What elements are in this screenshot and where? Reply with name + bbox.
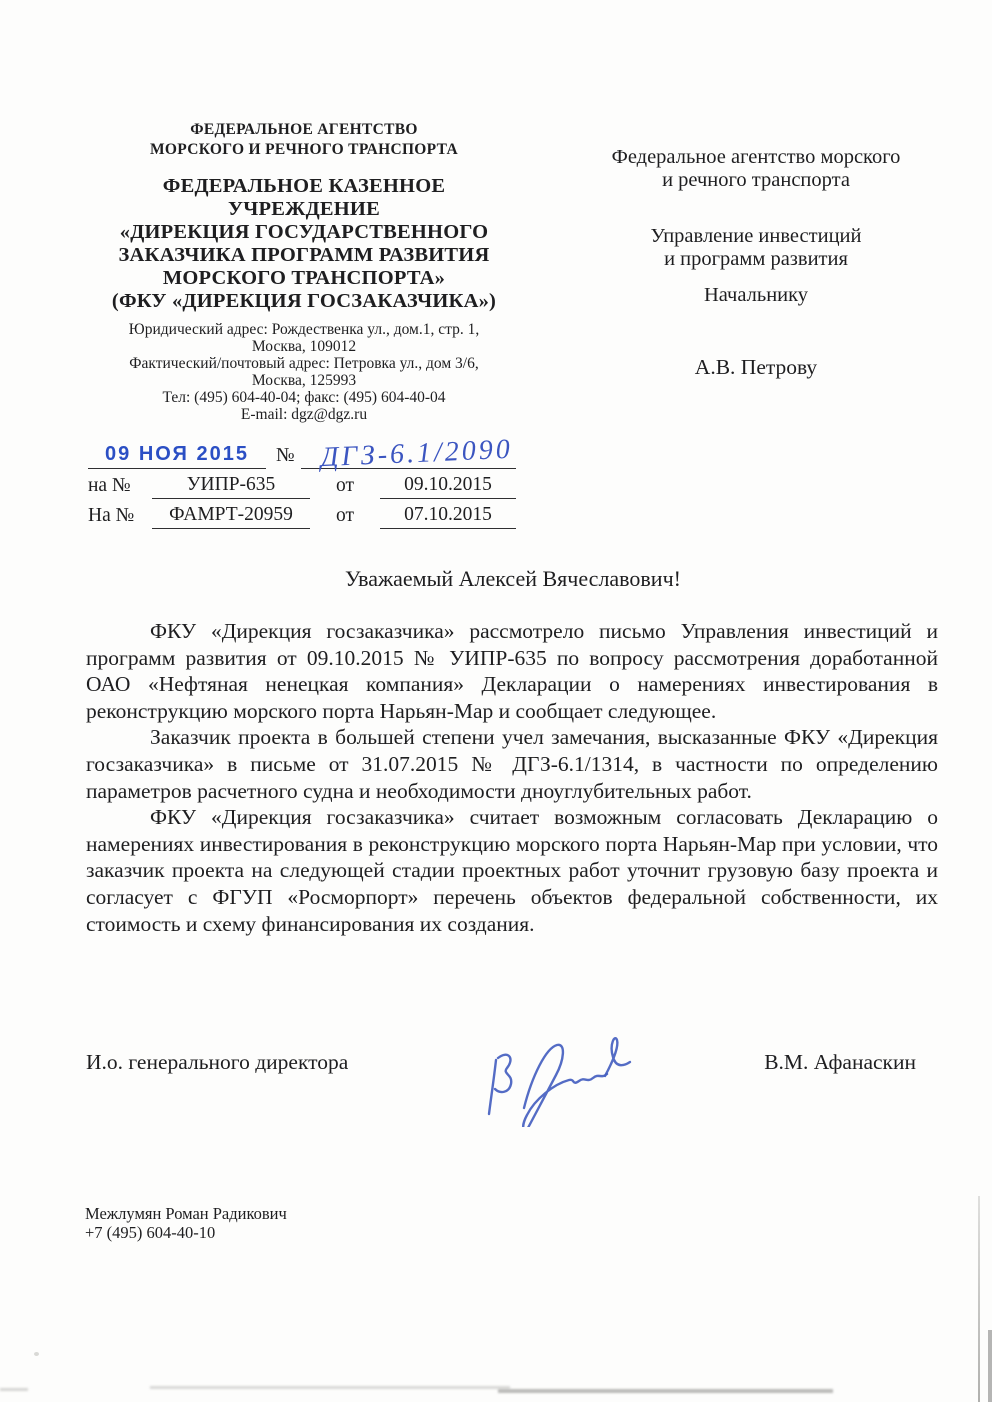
body-paragraph: ФКУ «Дирекция госзаказчика» рассмотрело письмо Управления инвестиций и программ развития от 09.10.2015 № УИПР-635 по вопросу рассмотрения доработанной ОАО «Нефтяная ненецкая компания» Декларации о намерениях инвестирования в реконструкцию морского порта Нарьян-Мар и сообщает следующее. <box>86 619 938 723</box>
reference-date: 07.10.2015 <box>380 504 516 529</box>
reference-row <box>88 504 516 529</box>
letter-body <box>86 618 938 937</box>
addressee-department <box>558 225 954 271</box>
addressee-department-line: и программ развития <box>664 248 848 270</box>
addressee-agency-line: Федеральное агентство морского <box>611 146 901 168</box>
scan-artifact-edge <box>988 1330 992 1402</box>
addressee-position: Начальнику <box>703 284 809 306</box>
organization-address <box>90 321 518 423</box>
executor-name: Межлумян Роман Радикович <box>85 1204 287 1223</box>
reference-from-label: от <box>335 505 354 526</box>
scan-artifact-vertical-line <box>978 1196 980 1402</box>
parent-agency-name <box>90 120 518 161</box>
scan-artifact-smudge <box>498 1389 833 1393</box>
executor-phone: +7 (495) 604-40-10 <box>85 1222 216 1242</box>
reference-from-label: от <box>335 475 354 496</box>
agency-line: МОРСКОГО И РЕЧНОГО ТРАНСПОРТА <box>150 141 458 159</box>
addressee-department-line: Управление инвестиций <box>650 225 862 247</box>
number-sign: № <box>276 445 295 466</box>
outgoing-number-row <box>88 433 516 474</box>
address-line: Юридический адрес: Рождественка ул., дом.1, стр. 1, <box>128 320 480 338</box>
addressee-name: А.В. Петрову <box>694 355 818 379</box>
addressee-agency <box>558 146 954 192</box>
address-line: Москва, 109012 <box>251 337 357 355</box>
phone-fax-line: Тел: (495) 604-40-04; факс: (495) 604-40-04 <box>162 388 446 406</box>
organization-name <box>90 175 518 313</box>
addressee-block <box>558 146 954 379</box>
handwritten-outgoing-number: ДГЗ-6.1/2090 <box>319 433 513 474</box>
org-line: ФЕДЕРАЛЬНОЕ КАЗЕННОЕ <box>162 174 446 197</box>
reference-number: ФАМРТ-20959 <box>152 504 310 529</box>
scan-artifact-dot <box>34 1352 39 1356</box>
agency-line: ФЕДЕРАЛЬНОЕ АГЕНТСТВО <box>190 121 418 138</box>
org-line: «ДИРЕКЦИЯ ГОСУДАРСТВЕННОГО <box>119 220 489 243</box>
scan-artifact-smudge <box>0 1388 28 1391</box>
reference-date: 09.10.2015 <box>380 474 516 499</box>
body-paragraph: Заказчик проекта в большей степени учел замечания, высказанные ФКУ «Дирекция госзаказчика» в письме от 31.07.2015 № ДГЗ-6.1/1314, в частности по определению параметров расчетного судна и необходимости дноуглубительных работ. <box>86 725 938 803</box>
date-stamp: 09 НОЯ 2015 <box>105 443 249 465</box>
date-stamp-cell <box>88 443 266 469</box>
outgoing-number-cell <box>301 433 516 474</box>
reference-number: УИПР-635 <box>152 474 310 499</box>
body-paragraph: ФКУ «Дирекция госзаказчика» считает возможным согласовать Декларацию о намерениях инвестирования в реконструкцию морского порта Нарьян-Мар при условии, что заказчик проекта на следующей стадии проектных работ уточнит грузовую базу проекта и согласует с ФГУП «Росморпорт» перечень объектов федеральной собственности, их стоимость и схему финансирования их создания. <box>86 805 938 936</box>
letterhead-left <box>90 120 518 423</box>
salutation: Уважаемый Алексей Вячеславович! <box>345 566 681 591</box>
email-line: E-mail: dgz@dgz.ru <box>240 405 368 423</box>
org-line: УЧРЕЖДЕНИЕ <box>228 197 380 220</box>
addressee-agency-line: и речного транспорта <box>662 169 850 191</box>
org-line: ЗАКАЗЧИКА ПРОГРАММ РАЗВИТИЯ <box>118 243 490 266</box>
handwritten-signature <box>474 1022 644 1127</box>
signer-name: В.М. Афанаскин <box>764 1050 916 1074</box>
signature-row <box>86 1040 938 1150</box>
reference-label: на № <box>88 475 131 496</box>
reference-label: На № <box>88 505 135 526</box>
executor-block <box>85 1205 287 1242</box>
org-line: (ФКУ «ДИРЕКЦИЯ ГОСЗАКАЗЧИКА») <box>111 289 497 312</box>
signer-position: И.о. генерального директора <box>86 1050 349 1074</box>
address-line: Фактический/почтовый адрес: Петровка ул., дом 3/6, <box>129 354 479 372</box>
address-line: Москва, 125993 <box>251 371 357 389</box>
scan-artifact-smudge <box>150 1386 510 1389</box>
org-line: МОРСКОГО ТРАНСПОРТА» <box>162 266 446 289</box>
reference-row <box>88 474 516 499</box>
registration-block <box>88 433 516 529</box>
